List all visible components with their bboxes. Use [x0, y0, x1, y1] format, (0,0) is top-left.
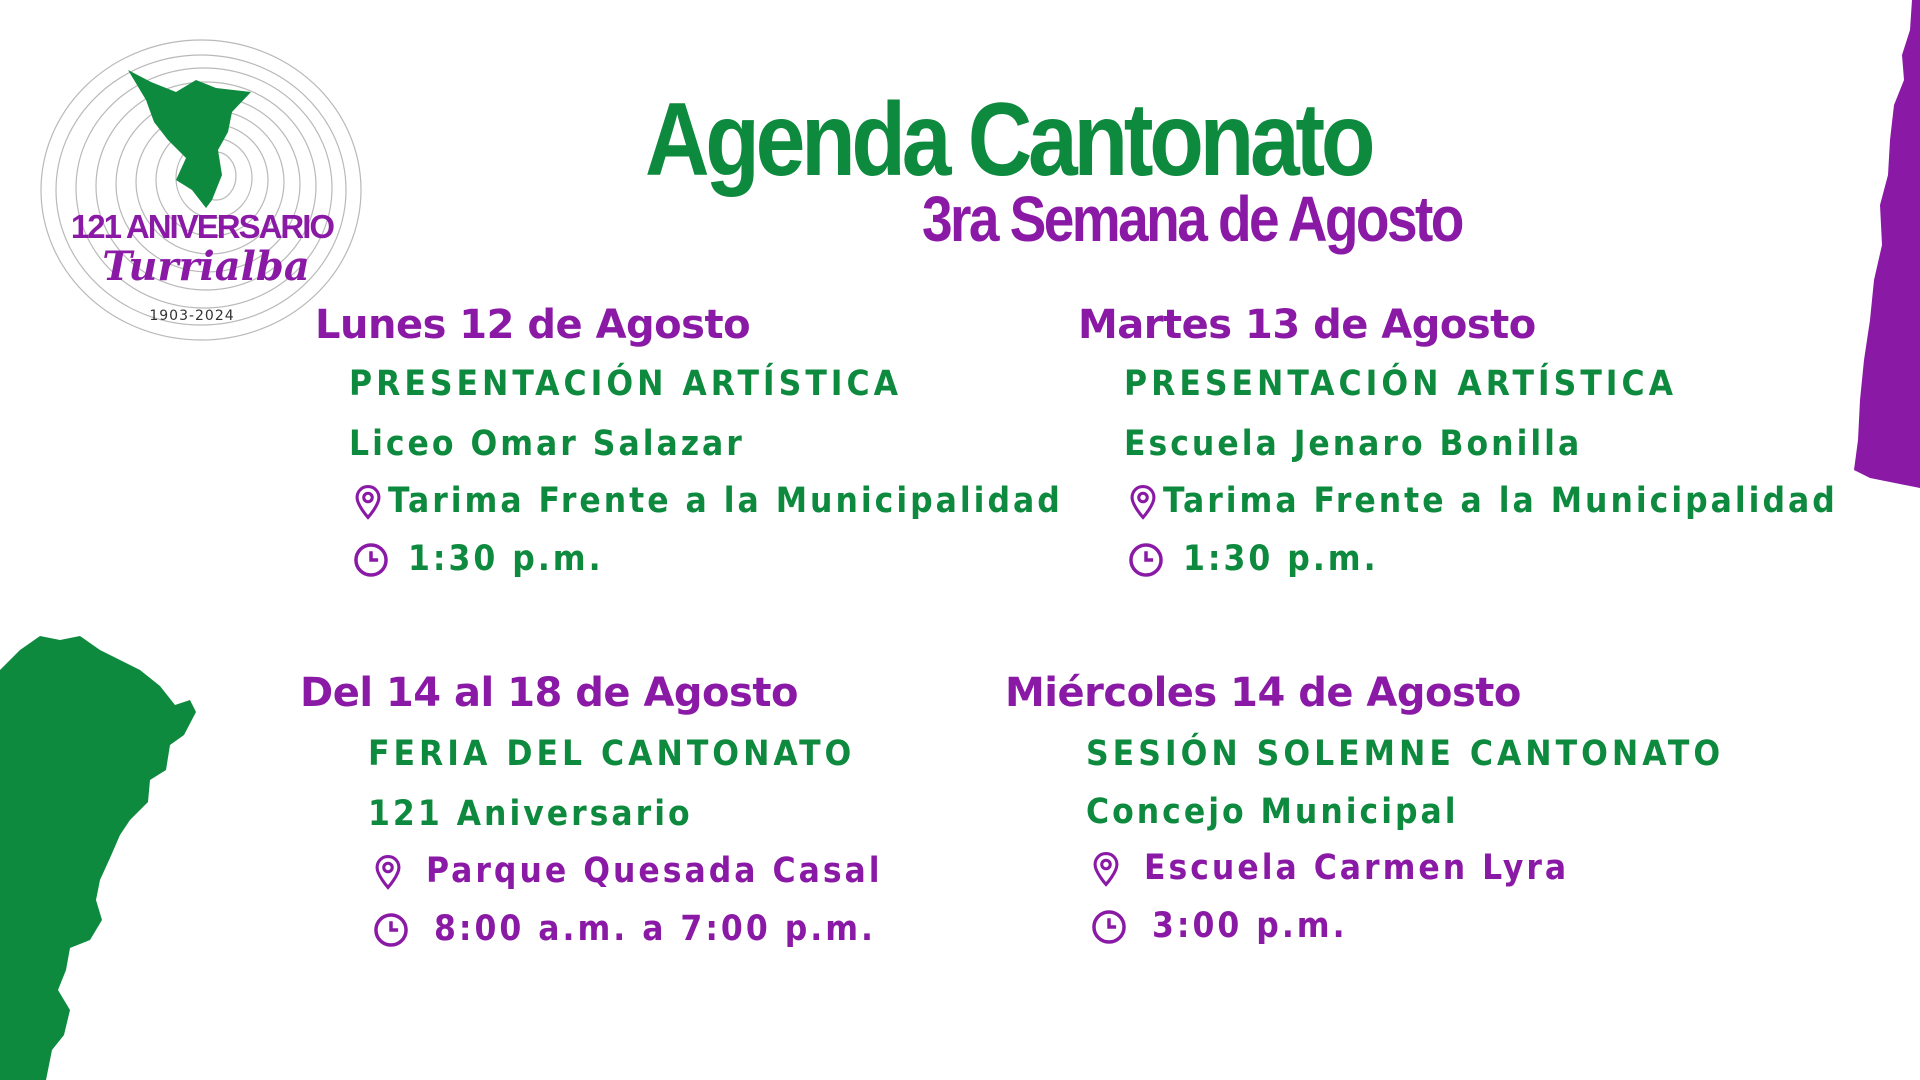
- event-time: 1:30 p.m.: [1183, 539, 1379, 579]
- clock-icon: [352, 541, 390, 579]
- event-location: [352, 481, 1063, 521]
- event-group: 121 Aniversario: [368, 794, 693, 834]
- map-pin-icon: [1090, 851, 1122, 887]
- event-location: [1127, 481, 1838, 521]
- event-place: Tarima Frente a la Municipalidad: [388, 481, 1063, 521]
- purple-map-shape: [1850, 0, 1920, 500]
- event-place: Tarima Frente a la Municipalidad: [1163, 481, 1838, 521]
- event-group: Concejo Municipal: [1086, 792, 1459, 832]
- event-time: 1:30 p.m.: [408, 539, 604, 579]
- logo-line1: 121 ANIVERSARIO: [70, 208, 334, 245]
- event-day: Martes 13 de Agosto: [1078, 302, 1536, 348]
- page-subtitle: 3ra Semana de Agosto: [922, 183, 1462, 255]
- page-title: Agenda Cantonato: [645, 82, 1372, 198]
- event-time-row: [1090, 908, 1348, 946]
- map-pin-icon: [352, 484, 384, 520]
- logo-years: 1903-2024: [149, 308, 235, 324]
- event-place: Parque Quesada Casal: [426, 851, 883, 891]
- event-time: 3:00 p.m.: [1152, 906, 1348, 946]
- clock-icon: [1090, 908, 1128, 946]
- event-type: PRESENTACIÓN ARTÍSTICA: [1124, 364, 1677, 404]
- event-time-row: [352, 541, 604, 579]
- event-location: [372, 851, 883, 891]
- event-type: SESIÓN SOLEMNE CANTONATO: [1086, 734, 1725, 774]
- clock-icon: [372, 911, 410, 949]
- logo-line2: Turrialba: [102, 243, 310, 290]
- event-day: Miércoles 14 de Agosto: [1005, 670, 1521, 716]
- event-time-row: [1127, 541, 1379, 579]
- event-group: Escuela Jenaro Bonilla: [1124, 424, 1583, 464]
- event-day: Lunes 12 de Agosto: [315, 302, 751, 348]
- map-pin-icon: [372, 854, 404, 890]
- event-group: Liceo Omar Salazar: [349, 424, 745, 464]
- event-place: Escuela Carmen Lyra: [1144, 848, 1570, 888]
- event-time-row: [372, 911, 876, 949]
- map-pin-icon: [1127, 484, 1159, 520]
- event-type: FERIA DEL CANTONATO: [368, 734, 856, 774]
- clock-icon: [1127, 541, 1165, 579]
- event-location: [1090, 848, 1570, 888]
- event-day: Del 14 al 18 de Agosto: [300, 670, 798, 716]
- event-type: PRESENTACIÓN ARTÍSTICA: [349, 364, 902, 404]
- event-time: 8:00 a.m. a 7:00 p.m.: [434, 909, 876, 949]
- green-map-shape: [0, 630, 230, 1080]
